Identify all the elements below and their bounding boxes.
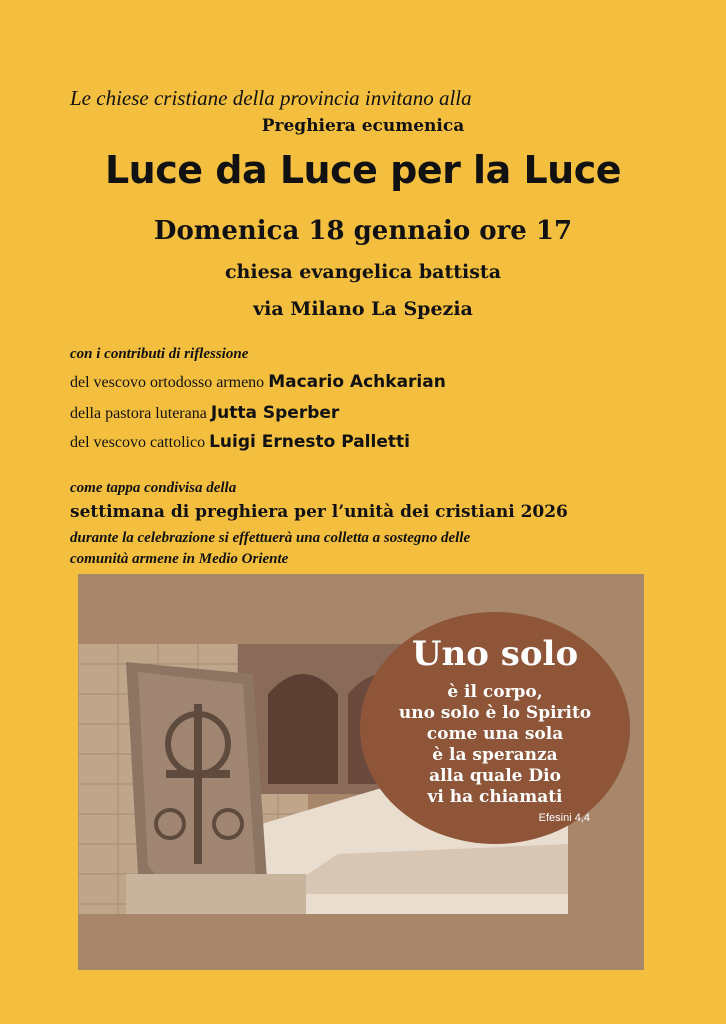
contribution-line bbox=[70, 403, 339, 423]
collection-note-line2: comunità armene in Medio Oriente bbox=[70, 551, 289, 567]
scripture-line: come una sola bbox=[426, 724, 564, 744]
event-place-line1: chiesa evangelica battista bbox=[224, 261, 502, 283]
contributor-name: Luigi Ernesto Palletti bbox=[209, 432, 410, 452]
event-title: Luce da Luce per la Luce bbox=[104, 148, 622, 192]
scripture-reference: Efesini 4,4 bbox=[538, 812, 590, 824]
tappa-intro: come tappa condivisa della bbox=[70, 480, 237, 496]
poster-image bbox=[78, 574, 644, 970]
contributions-intro: con i contributi di riflessione bbox=[70, 346, 249, 362]
scripture-line: alla quale Dio bbox=[429, 766, 561, 786]
scripture-bubble bbox=[360, 612, 630, 844]
contributor-role: del vescovo ortodosso armeno bbox=[70, 374, 265, 391]
contributor-role: della pastora luterana bbox=[70, 405, 207, 422]
scripture-headline: Uno solo bbox=[411, 634, 579, 674]
collection-note-line1: durante la celebrazione si effettuerà una colletta a sostegno delle bbox=[70, 530, 471, 546]
event-date: Domenica 18 gennaio ore 17 bbox=[153, 216, 573, 246]
contributor-role: del vescovo cattolico bbox=[70, 434, 206, 451]
scripture-line: uno solo è lo Spirito bbox=[398, 703, 592, 723]
scripture-line: vi ha chiamati bbox=[427, 787, 563, 807]
event-kicker: Preghiera ecumenica bbox=[261, 116, 465, 136]
contribution-line bbox=[70, 372, 446, 392]
contributor-name: Macario Achkarian bbox=[268, 372, 446, 392]
intro-text: Le chiese cristiane della provincia invitano alla bbox=[70, 86, 472, 110]
event-place-line2: via Milano La Spezia bbox=[253, 298, 473, 320]
prayer-week-title: settimana di preghiera per l’unità dei cristiani 2026 bbox=[70, 502, 568, 522]
scripture-line: è la speranza bbox=[432, 745, 558, 765]
scripture-line: è il corpo, bbox=[447, 682, 543, 702]
contributor-name: Jutta Sperber bbox=[210, 403, 340, 423]
contribution-line bbox=[70, 432, 410, 452]
